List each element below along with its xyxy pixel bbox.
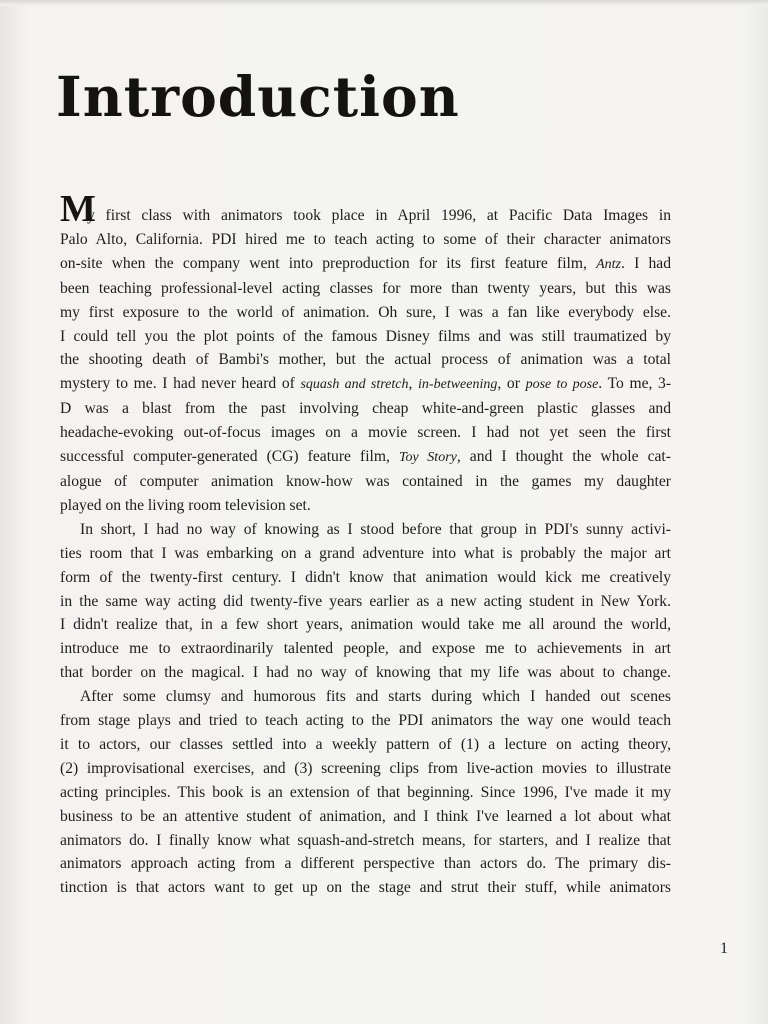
text-line: I didn't realize that, in a few short years, animation would take me all around the world, (60, 616, 671, 634)
page-top-edge (0, 0, 768, 6)
text-line: it to actors, our classes settled into a weekly pattern of (1) a lecture on acting theory, (60, 735, 671, 753)
text-line: I could tell you the plot points of the famous Disney films and was still traumatized by (60, 327, 671, 345)
text-line: played on the living room television set. (60, 496, 311, 514)
term: squash and stretch (300, 377, 409, 393)
paragraph-2 (60, 518, 671, 685)
text-line: In short, I had no way of knowing as I stood before that group in PDI's sunny activi- (80, 520, 671, 538)
text-line (60, 252, 671, 277)
drop-cap: M (60, 188, 96, 230)
paragraph-1 (60, 188, 671, 518)
text-line: (2) improvisational exercises, and (3) screening clips from live-action movies to illustrate (60, 759, 671, 777)
line-text: on-site when the company went into preproduction for its first feature film, (60, 254, 597, 272)
film-title: Toy Story (398, 450, 457, 466)
line-text: , or (497, 375, 526, 393)
text-line: After some clumsy and humorous fits and starts during which I handed out scenes (80, 688, 671, 706)
text-line (60, 445, 671, 470)
line-text: mystery to me. I had never heard of (60, 375, 301, 393)
paragraph-3 (60, 685, 671, 900)
body-text (60, 188, 671, 900)
chapter-title: Introduction (56, 64, 460, 129)
text-line: alogue of computer animation know-how was contained in the games my daughter (60, 472, 671, 490)
text-line: introduce me to extraordinarily talented people, and expose me to achievements in art (60, 640, 671, 658)
text-line (60, 188, 671, 230)
line-text: y first class with animators took place in April 1996, at Pacific Data Images in (87, 207, 671, 224)
text-line: animators approach acting from a different perspective than actors do. The primary dis- (60, 855, 671, 873)
text-line: in the same way acting did twenty-five years earlier as a new acting student in New York. (60, 592, 671, 610)
text-line: form of the twenty-first century. I didn't know that animation would kick me creatively (60, 568, 671, 586)
text-line: been teaching professional-level acting classes for more than twenty years, but this was (60, 279, 671, 297)
text-line: my first exposure to the world of animation. Oh sure, I was a fan like everybody else. (60, 303, 671, 321)
term: pose to pose (525, 377, 599, 393)
text-line: ties room that I was embarking on a grand adventure into what is probably the major art (60, 544, 671, 562)
text-line: the shooting death of Bambi's mother, but the actual process of animation was a total (60, 351, 671, 369)
line-text: , (408, 375, 419, 393)
text-line: Palo Alto, California. PDI hired me to teach acting to some of their character animators (60, 230, 671, 248)
page-number: 1 (720, 940, 728, 957)
film-title: Antz (596, 256, 621, 272)
line-text: , and I thought the whole cat- (456, 448, 671, 466)
text-line: business to be an attentive student of animation, and I think I've learned a lot about what (60, 807, 671, 825)
line-text: . To me, 3- (598, 375, 671, 393)
text-line: D was a blast from the past involving cheap white-and-green plastic glasses and (60, 400, 671, 418)
line-text: successful computer-generated (CG) feature film, (60, 448, 399, 466)
line-text: . I had (620, 254, 671, 272)
text-line: headache-evoking out-of-focus images on a movie screen. I had not yet seen the first (60, 424, 671, 442)
text-line: animators do. I finally know what squash-and-stretch means, for starters, and I realize that (60, 831, 671, 849)
text-line: acting principles. This book is an extension of that beginning. Since 1996, I've made it my (60, 783, 671, 801)
text-line: that border on the magical. I had no way of knowing that my life was about to change. (60, 664, 671, 682)
text-line: tinction is that actors want to get up on the stage and strut their stuff, while animators (60, 879, 671, 897)
text-line (60, 372, 671, 397)
term: in-betweening (418, 377, 498, 393)
text-line: from stage plays and tried to teach acting to the PDI animators the way one would teach (60, 712, 671, 730)
